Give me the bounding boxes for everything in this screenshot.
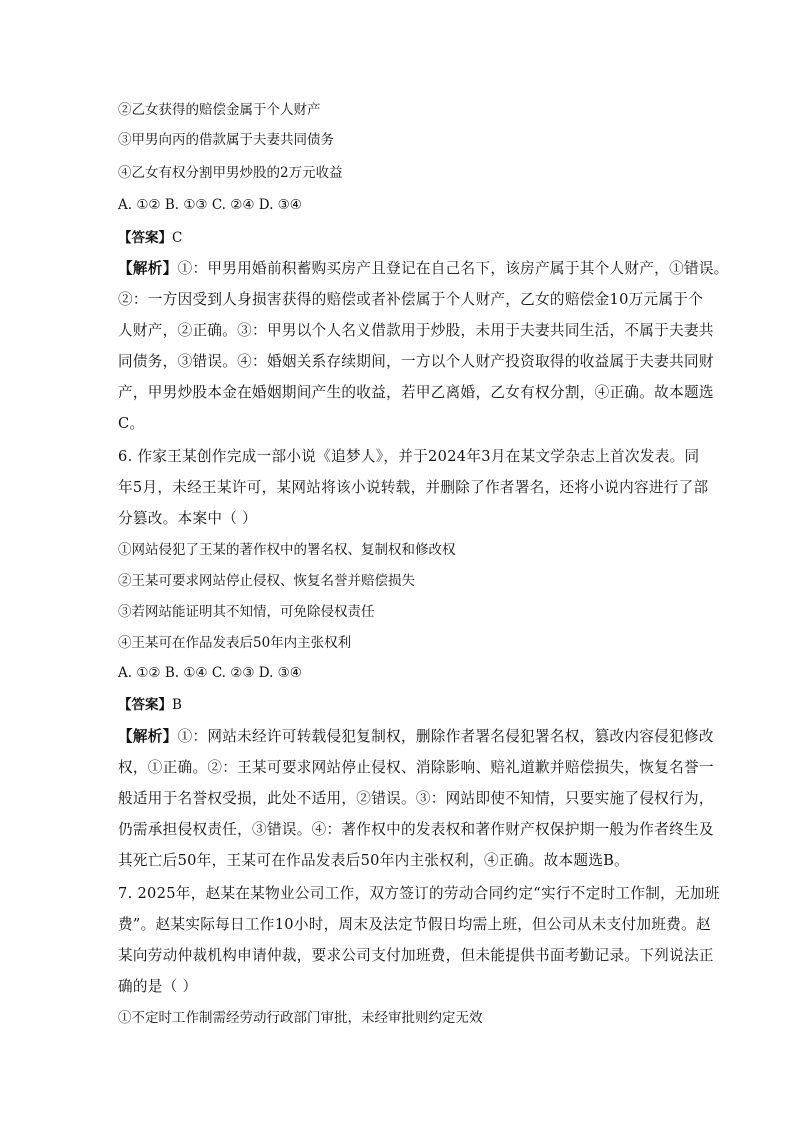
q6-stem-line-1: 6. 作家王某创作完成一部小说《追梦人》，并于2024年3月在某文学杂志上首次发表。同 (118, 448, 700, 465)
q6-choices: A. ①② B. ①④ C. ②③ D. ③④ (118, 665, 302, 681)
q6-stem-line-3: 分篡改。本案中（ ） (118, 510, 257, 527)
q7-stem-line-1: 7. 2025年，赵某在某物业公司工作，双方签订的劳动合同约定“实行不定时工作制，无加班 (118, 885, 720, 902)
q6-answer (118, 694, 182, 716)
q5-choices: A. ①② B. ①③ C. ②④ D. ③④ (118, 197, 302, 213)
q5-answer (118, 227, 182, 249)
q5-analysis-line-3: 人财产，②正确。③：甲男以个人名义借款用于炒股，未用于夫妻共同生活，不属于夫妻共 (118, 322, 714, 339)
q6-analysis-line-5: 其死亡后50年，王某可在作品发表后50年内主张权利，④正确。故本题选B。 (118, 852, 630, 869)
q5-option-4: ④乙女有权分割甲男炒股的2万元收益 (118, 165, 343, 181)
q6-option-2: ②王某可要求网站停止侵权、恢复名誉并赔偿损失 (118, 573, 415, 589)
answer-value: C (172, 230, 183, 246)
q6-option-4: ④王某可在作品发表后50年内主张权利 (118, 635, 352, 651)
answer-label: 【答案】 (118, 697, 172, 713)
q7-stem-line-4: 确的是（ ） (118, 978, 198, 995)
q6-analysis-line-4: 仍需承担侵权责任，③错误。④：著作权中的发表权和著作财产权保护期一般为作者终生及 (118, 821, 714, 838)
q6-option-3: ③若网站能证明其不知情，可免除侵权责任 (118, 604, 375, 620)
q5-analysis-line-2: ②：一方因受到人身损害获得的赔偿或者补偿属于个人财产，乙女的赔偿金10万元属于个 (118, 291, 704, 308)
q5-analysis-line-4: 同债务，③错误。④：婚姻关系存续期间，一方以个人财产投资取得的收益属于夫妻共同财 (118, 353, 714, 370)
q5-analysis-line-6: C。 (118, 415, 145, 432)
q5-analysis-line-1: 【解析】①：甲男用婚前积蓄购买房产且登记在自己名下，该房产属于其个人财产，①错误。 (118, 260, 729, 277)
answer-label: 【答案】 (118, 230, 172, 246)
answer-value: B (172, 697, 182, 713)
q7-stem-line-3: 某向劳动仲裁机构申请仲裁，要求公司支付加班费，但未能提供书面考勤记录。下列说法正 (118, 947, 714, 964)
analysis-label: 【解析】 (118, 728, 178, 745)
q6-analysis-line-3: 般适用于名誉权受损，此处不适用，②错误。③：网站即使不知情，只要实施了侵权行为， (118, 790, 714, 807)
q5-option-2: ②乙女获得的赔偿金属于个人财产 (118, 102, 321, 118)
q6-analysis-line-2: 权，①正确。②：王某可要求网站停止侵权、消除影响、赔礼道歉并赔偿损失，恢复名誉一 (118, 759, 714, 776)
q6-analysis-line-1: 【解析】①：网站未经许可转载侵犯复制权，删除作者署名侵犯署名权，篡改内容侵犯修改 (118, 728, 714, 745)
q6-option-1: ①网站侵犯了王某的著作权中的署名权、复制权和修改权 (118, 542, 456, 558)
q7-stem-line-2: 费”。赵某实际每日工作10小时，周末及法定节假日均需上班，但公司从未支付加班费。赵 (118, 916, 711, 933)
q6-stem-line-2: 年5月，未经王某许可，某网站将该小说转载，并删除了作者署名，还将小说内容进行了部 (118, 479, 709, 496)
q7-option-1: ①不定时工作制需经劳动行政部门审批，未经审批则约定无效 (118, 1010, 483, 1026)
q5-analysis-line-5: 产，甲男炒股本金在婚姻期间产生的收益，若甲乙离婚，乙女有权分割，④正确。故本题选 (118, 384, 714, 401)
analysis-label: 【解析】 (118, 260, 178, 277)
q5-option-3: ③甲男向丙的借款属于夫妻共同债务 (118, 132, 334, 148)
